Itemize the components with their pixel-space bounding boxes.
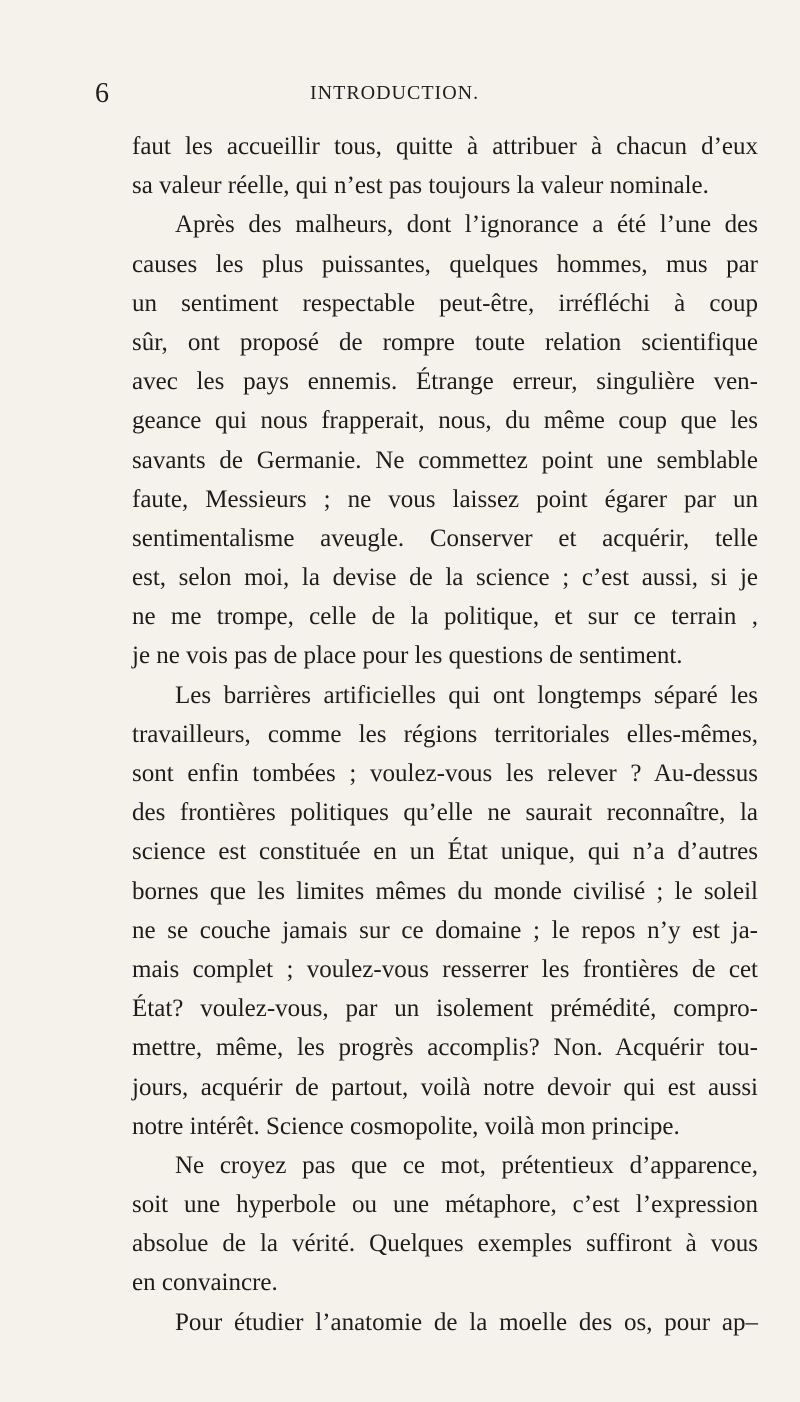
text-line: ne se couche jamais sur ce domaine ; le repos n’y est ja- bbox=[132, 916, 758, 944]
running-head: INTRODUCTION. bbox=[310, 82, 480, 104]
text-line: soit une hyperbole ou une métaphore, c’est l’expression bbox=[132, 1191, 758, 1219]
page-number: 6 bbox=[95, 78, 109, 109]
text-line: en convaincre. bbox=[132, 1269, 278, 1297]
text-line: Ne croyez pas que ce mot, prétentieux d’apparence, bbox=[175, 1151, 758, 1179]
text-line: geance qui nous frapperait, nous, du même coup que les bbox=[132, 407, 758, 435]
text-line: État? voulez-vous, par un isolement prémédité, compro- bbox=[132, 995, 758, 1023]
text-line: sa valeur réelle, qui n’est pas toujours la valeur nominale. bbox=[132, 172, 709, 200]
text-line: mais complet ; voulez-vous resserrer les frontières de cet bbox=[132, 955, 758, 983]
text-line: notre intérêt. Science cosmopolite, voilà mon principe. bbox=[132, 1112, 680, 1140]
body-text bbox=[132, 127, 758, 1342]
text-line: sûr, ont proposé de rompre toute relation scientifique bbox=[132, 328, 758, 356]
text-line: savants de Germanie. Ne commettez point une semblable bbox=[132, 446, 758, 474]
text-line: sentimentalisme aveugle. Conserver et acquérir, telle bbox=[132, 524, 758, 552]
text-line: mettre, même, les progrès accomplis? Non. Acquérir tou- bbox=[132, 1034, 758, 1062]
text-line: un sentiment respectable peut-être, irréfléchi à coup bbox=[132, 289, 758, 317]
text-line: travailleurs, comme les régions territoriales elles-mêmes, bbox=[132, 720, 758, 748]
text-line: science est constituée en un État unique, qui n’a d’autres bbox=[132, 838, 758, 866]
text-line: sont enfin tombées ; voulez-vous les relever ? Au-dessus bbox=[132, 760, 758, 787]
text-line: causes les plus puissantes, quelques hommes, mus par bbox=[132, 250, 758, 278]
text-line: absolue de la vérité. Quelques exemples suffiront à vous bbox=[132, 1230, 758, 1258]
text-line: faute, Messieurs ; ne vous laissez point égarer par un bbox=[132, 485, 758, 513]
text-line: ne me trompe, celle de la politique, et sur ce terrain , bbox=[132, 603, 758, 631]
text-line: je ne vois pas de place pour les questions de sentiment. bbox=[132, 642, 683, 670]
text-line: Après des malheurs, dont l’ignorance a été l’une des bbox=[175, 211, 758, 239]
text-line: faut les accueillir tous, quitte à attribuer à chacun d’eux bbox=[132, 133, 758, 160]
page-header bbox=[95, 78, 715, 118]
text-line: des frontières politiques qu’elle ne saurait reconnaître, la bbox=[132, 799, 758, 827]
text-line: Pour étudier l’anatomie de la moelle des os, pour ap– bbox=[175, 1308, 758, 1336]
text-line: jours, acquérir de partout, voilà notre devoir qui est aussi bbox=[132, 1073, 758, 1101]
text-line: est, selon moi, la devise de la science ; c’est aussi, si je bbox=[132, 564, 758, 592]
text-line: Les barrières artificielles qui ont longtemps séparé les bbox=[175, 681, 758, 709]
text-line: avec les pays ennemis. Étrange erreur, singulière ven- bbox=[132, 368, 758, 396]
text-line: bornes que les limites mêmes du monde civilisé ; le soleil bbox=[132, 877, 758, 905]
